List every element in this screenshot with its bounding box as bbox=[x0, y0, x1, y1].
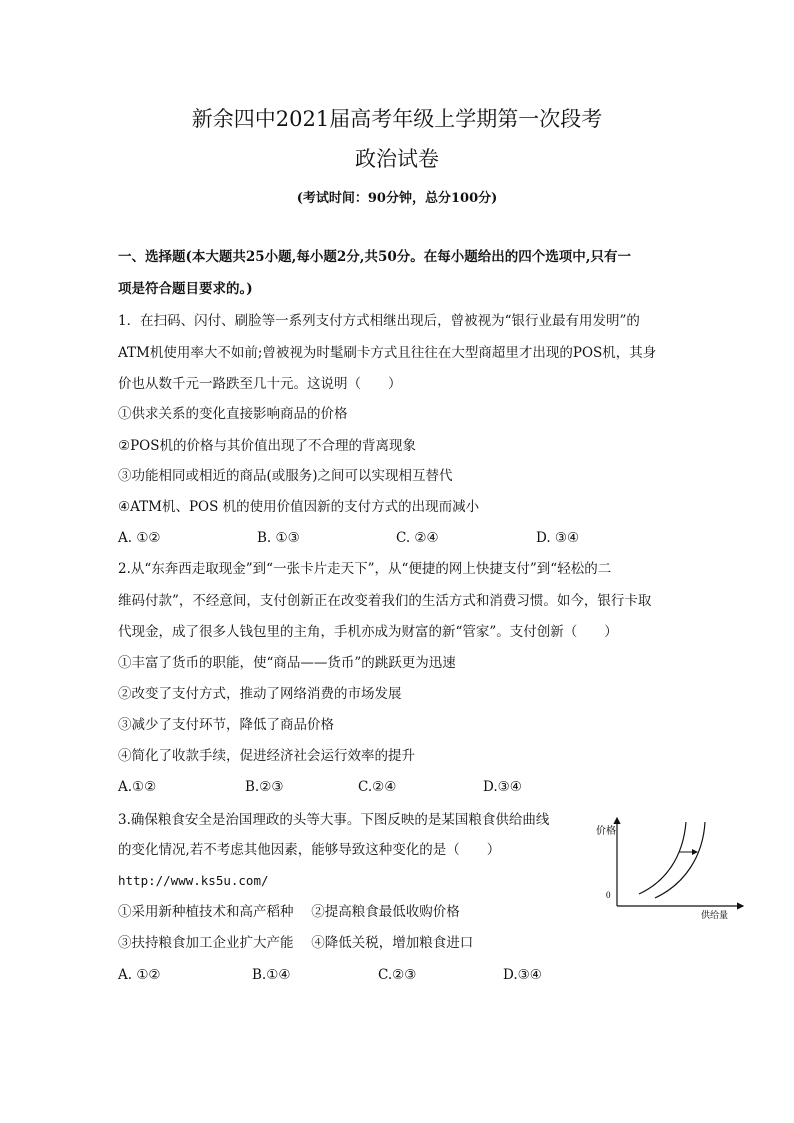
exam-info: (考试时间：90分钟，总分100分) bbox=[296, 191, 498, 206]
exam-subject: 政治试卷 bbox=[355, 147, 439, 171]
q3-stem-line-1: 3.确保粮食安全是治国理政的头等大事。下图反映的是某国粮食供给曲线 bbox=[118, 812, 550, 828]
exam-title: 新余四中2021届高考年级上学期第一次段考 bbox=[191, 107, 603, 131]
section-instructions-line-1: 一、选择题(本大题共25小题,每小题2分,共50分。在每小题给出的四个选项中,只有一 bbox=[118, 249, 631, 265]
q1-stem-line-1: 1．在扫码、闪付、刷脸等一系列支付方式相继出现后，曾被视为“银行业最有用发明”的 bbox=[118, 313, 640, 329]
q3-stem-line-2: 的变化情况,若不考虑其他因素，能够导致这种变化的是（ ） bbox=[118, 842, 501, 858]
q2-item-3: ③减少了支付环节，降低了商品价格 bbox=[118, 717, 334, 733]
q1-item-3: ③功能相同或相近的商品(或服务)之间可以实现相互替代 bbox=[118, 468, 453, 484]
q3-items-row-2: ③扶持粮食加工企业扩大产能 ④降低关税，增加粮食进口 bbox=[118, 935, 474, 951]
q2-stem-line-3: 代现金，成了很多人钱包里的主角，手机亦成为财富的新“管家”。支付创新（ ） bbox=[118, 624, 618, 640]
q2-item-1: ①丰富了货币的职能，使“商品——货币”的跳跃更为迅速 bbox=[118, 655, 456, 671]
q3-items-row-1: ①采用新种植技术和高产稻种 ②提高粮食最低收购价格 bbox=[118, 904, 460, 920]
y-axis-label: 价格 bbox=[596, 826, 616, 837]
q1-stem-line-3: 价也从数千元一路跌至几十元。这说明（ ） bbox=[118, 376, 402, 392]
x-axis-label: 供给量 bbox=[701, 910, 729, 920]
supply-curve-original bbox=[639, 822, 686, 894]
section-instructions-line-2: 项是符合题目要求的。) bbox=[118, 281, 253, 297]
q3-option-b: B.①④ bbox=[252, 967, 291, 983]
q1-option-a: A. ①② bbox=[118, 530, 161, 546]
supply-curve-graph bbox=[593, 812, 753, 922]
supply-curve-shifted bbox=[655, 822, 705, 898]
q1-option-d: D. ③④ bbox=[536, 530, 580, 546]
q2-item-2: ②改变了支付方式，推动了网络消费的市场发展 bbox=[118, 686, 402, 702]
q1-stem-line-2: ATM机使用率大不如前;曾被视为时髦刷卡方式且往往在大型商超里才出现的POS机，其身 bbox=[118, 345, 657, 361]
q2-option-b: B.②③ bbox=[245, 779, 284, 795]
q2-item-4: ④简化了收款手续，促进经济社会运行效率的提升 bbox=[118, 748, 415, 764]
q2-option-c: C.②④ bbox=[358, 779, 397, 795]
q1-item-1: ①供求关系的变化直接影响商品的价格 bbox=[118, 406, 348, 422]
q2-stem-line-1: 2.从“东奔西走取现金”到“一张卡片走天下”，从“便捷的网上快捷支付”到“轻松的二 bbox=[118, 561, 612, 577]
q3-option-c: C.②③ bbox=[378, 967, 417, 983]
q2-stem-line-2: 维码付款”，不经意间，支付创新正在改变着我们的生活方式和消费习惯。如今，银行卡取 bbox=[118, 593, 652, 609]
q3-option-a: A. ①② bbox=[118, 967, 161, 983]
q1-item-4: ④ATM机、POS 机的使用价值因新的支付方式的出现而减小 bbox=[118, 499, 480, 515]
q1-item-2: ②POS机的价格与其价值出现了不合理的背离现象 bbox=[118, 438, 417, 454]
q2-option-d: D.③④ bbox=[483, 779, 522, 795]
q3-source-url: http://www.ks5u.com/ bbox=[118, 873, 269, 888]
origin-label: 0 bbox=[606, 890, 611, 900]
q1-option-c: C. ②④ bbox=[396, 530, 439, 546]
q3-option-d: D.③④ bbox=[503, 967, 542, 983]
q1-option-b: B. ①③ bbox=[257, 530, 300, 546]
q2-option-a: A.①② bbox=[118, 779, 157, 795]
